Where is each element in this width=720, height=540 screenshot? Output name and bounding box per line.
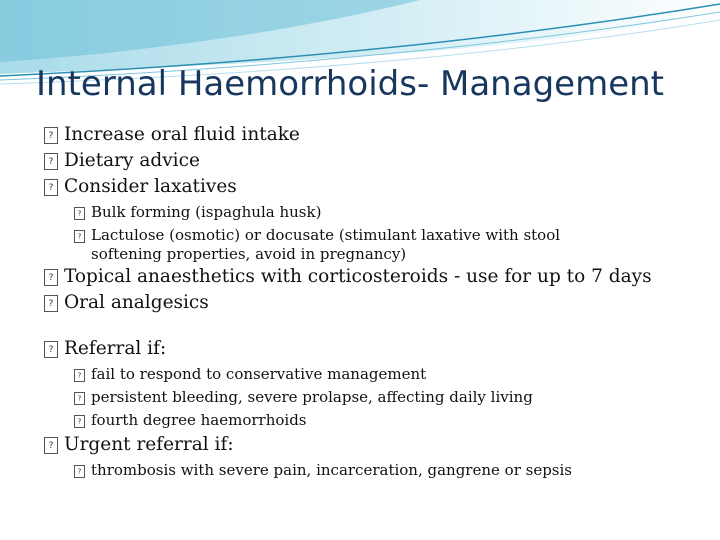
missing-glyph-box-icon	[74, 230, 85, 243]
bullet-text: Topical anaesthetics with corticosteroids - use for up to 7 days	[64, 266, 652, 287]
sub-bullet-item	[74, 365, 704, 384]
bullet-item	[44, 122, 704, 148]
urgent-heading-item	[44, 432, 704, 458]
bullet-text: Dietary advice	[64, 150, 200, 171]
missing-glyph-box-icon	[44, 341, 58, 358]
missing-glyph-box-icon	[44, 153, 58, 170]
missing-glyph-box-icon	[74, 392, 85, 405]
bullet-text: Increase oral fluid intake	[64, 124, 300, 145]
missing-glyph-box-icon	[74, 465, 85, 478]
bullet-text: Oral analgesics	[64, 292, 209, 313]
referral-heading: Referral if:	[64, 338, 167, 359]
sub-bullet-text: thrombosis with severe pain, incarceration, gangrene or sepsis	[91, 461, 572, 479]
missing-glyph-box-icon	[74, 369, 85, 382]
bullet-text: Consider laxatives	[64, 176, 237, 197]
bullet-item	[44, 264, 704, 290]
missing-glyph-box-icon	[74, 207, 85, 220]
bullet-item	[44, 290, 704, 316]
sub-bullet-text: Bulk forming (ispaghula husk)	[91, 203, 322, 221]
bullet-item	[44, 174, 704, 200]
sub-bullet-item	[74, 203, 704, 222]
slide-title: Internal Haemorrhoids- Management	[36, 64, 664, 104]
urgent-heading: Urgent referral if:	[64, 434, 234, 455]
missing-glyph-box-icon	[44, 127, 58, 144]
slide-body	[44, 122, 704, 480]
missing-glyph-box-icon	[74, 415, 85, 428]
missing-glyph-box-icon	[44, 437, 58, 454]
sub-bullet-text: fourth degree haemorrhoids	[91, 411, 307, 429]
sub-bullet-item	[74, 411, 704, 430]
bullet-item	[44, 148, 704, 174]
sub-bullet-text: Lactulose (osmotic) or docusate (stimulant laxative with stool softening properties, avoid in pregnancy)	[91, 226, 561, 263]
missing-glyph-box-icon	[44, 295, 58, 312]
sub-bullet-text: persistent bleeding, severe prolapse, affecting daily living	[91, 388, 533, 406]
referral-heading-item	[44, 336, 704, 362]
sub-bullet-text: fail to respond to conservative management	[91, 365, 427, 383]
sub-bullet-item	[74, 226, 704, 264]
sub-bullet-item	[74, 461, 704, 480]
sub-bullet-item	[74, 388, 704, 407]
missing-glyph-box-icon	[44, 269, 58, 286]
missing-glyph-box-icon	[44, 179, 58, 196]
